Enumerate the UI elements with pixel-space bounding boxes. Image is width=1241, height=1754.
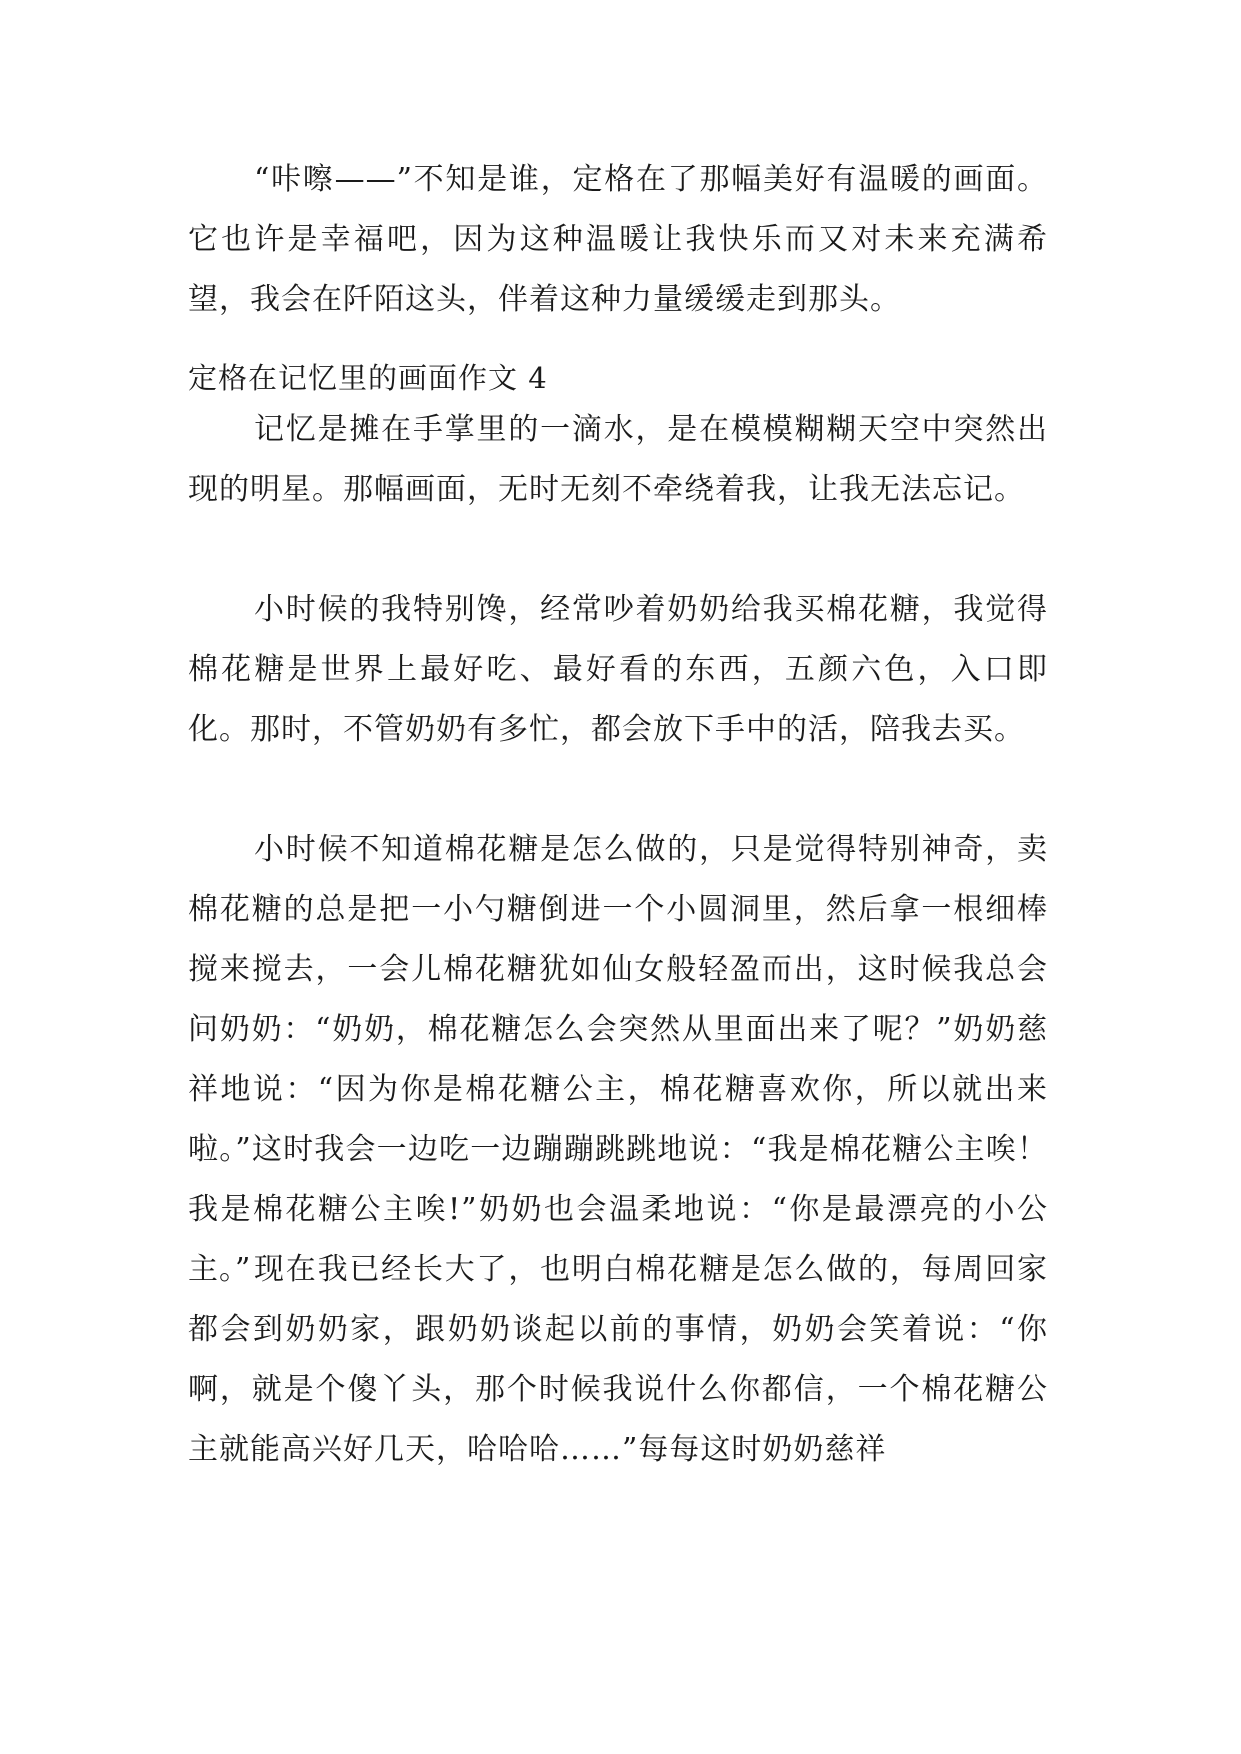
paragraph-cotton-candy: 小时候不知道棉花糖是怎么做的，只是觉得特别神奇，卖棉花糖的总是把一小勺糖倒进一个小圆洞里，然后拿一根细棒搅来搅去，一会儿棉花糖犹如仙女般轻盈而出，这时候我总会问奶奶：“奶奶，棉花糖怎么会突然从里面出来了呢？”奶奶慈祥地说：“因为你是棉花糖公主，棉花糖喜欢你，所以就出来啦。”这时我会一边吃一边蹦蹦跳跳地说：“我是棉花糖公主唉！我是棉花糖公主唉!”奶奶也会温柔地说：“你是最漂亮的小公主。” (188, 832, 1048, 1287)
paragraph-now: 现在我已经长大了，也明白棉花糖是怎么做的，每周回家都会到奶奶家，跟奶奶谈起以前的事情，奶奶会笑着说：“你啊，就是个傻丫头，那个时候我说什么你都信，一个棉花糖公主就能高兴好几天，哈哈哈……”每每这时奶奶慈祥 (188, 1252, 1048, 1467)
paragraph-memory: 记忆是摊在手掌里的一滴水，是在模模糊糊天空中突然出现的明星。那幅画面，无时无刻不牵绕着我，让我无法忘记。 (188, 412, 1048, 507)
section-title: 定格在记忆里的画面作文 4 (188, 361, 548, 395)
paragraph-childhood: 小时候的我特别馋，经常吵着奶奶给我买棉花糖，我觉得棉花糖是世界上最好吃、最好看的东西，五颜六色，入口即化。那时，不管奶奶有多忙，都会放下手中的活，陪我去买。 (188, 592, 1048, 747)
paragraph-intro: “咔嚓——”不知是谁，定格在了那幅美好有温暖的画面。它也许是幸福吧，因为这种温暖让我快乐而又对未来充满希望，我会在阡陌这头，伴着这种力量缓缓走到那头。 (188, 162, 1048, 317)
